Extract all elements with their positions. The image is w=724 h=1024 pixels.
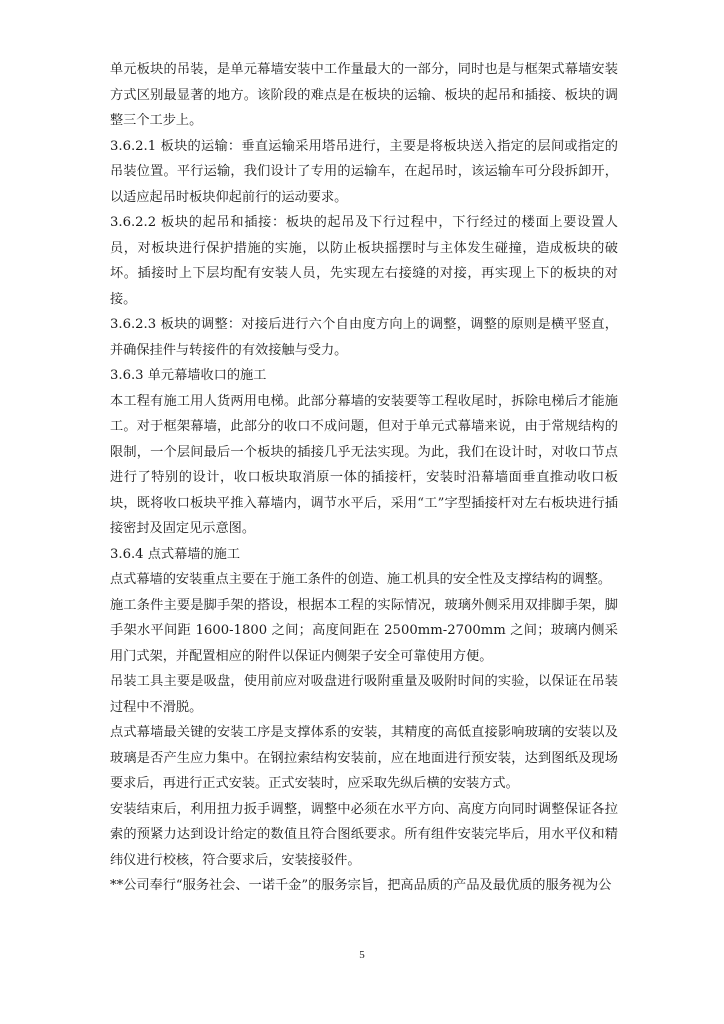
paragraph-closing-construction: 本工程有施工用人货两用电梯。此部分幕墙的安装要等工程收尾时，拆除电梯后才能施工。对于框架幕墙，此部分的收口不成问题，但对于单元式幕墙来说，由于常规结构的限制，一个层间最后一个板块的插接几乎无法实现。为此，我们在设计时，对收口节点进行了特别的设计，收口板块取消原一体的插接杆，安装时沿幕墙面垂直推动收口板块，既将收口板块平推入幕墙内，调节水平后，采用“工”字型插接杆对左右板块进行插接密封及固定见示意图。 — [110, 393, 618, 536]
paragraph-suction-cups: 吊装工具主要是吸盘，使用前应对吸盘进行吸附重量及吸附时间的实验，以保证在吊装过程中不滑脱。 — [110, 674, 618, 715]
paragraph-support-system: 点式幕墙最关键的安装工序是支撑体系的安装，其精度的高低直接影响玻璃的安装以及玻璃是否产生应力集中。在钢拉索结构安装前，应在地面进行预安装，达到图纸及现场要求后，再进行正式安装。正式安装时，应采取先纵后横的安装方式。 — [110, 725, 618, 791]
heading-3-6-3: 3.6.3 单元幕墙收口的施工 — [110, 368, 267, 383]
document-body — [110, 57, 618, 899]
paragraph-3-6-2-1-transport: 3.6.2.1 板块的运输：垂直运输采用塔吊进行，主要是将板块送入指定的层间或指定的吊装位置。平行运输，我们设计了专用的运输车，在起吊时，该运输车可分段拆卸开，以适应起吊时板块仰起前行的运动要求。 — [110, 138, 618, 205]
paragraph-scaffolding: 施工条件主要是脚手架的搭设，根据本工程的实际情况，玻璃外侧采用双排脚手架，脚手架水平间距 1600-1800 之间；高度间距在 2500mm-2700mm 之间；玻璃内侧采用门式架，并配置相应的附件以保证内侧架子安全可靠使用方便。 — [110, 597, 618, 664]
heading-3-6-4: 3.6.4 点式幕墙的施工 — [110, 546, 241, 562]
page-number: 5 — [359, 949, 365, 961]
paragraph-unit-panel-hoisting: 单元板块的吊装，是单元幕墙安装中工作量最大的一部分，同时也是与框架式幕墙安装方式区别最显著的地方。该阶段的难点是在板块的运输、板块的起吊和插接、板块的调整三个工步上。 — [110, 62, 618, 128]
paragraph-company-motto: **公司奉行“服务社会、一诺千金”的服务宗旨，把高品质的产品及最优质的服务视为公 — [110, 878, 612, 893]
paragraph-point-curtain-focus: 点式幕墙的安装重点主要在于施工条件的创造、施工机具的安全性及支撑结构的调整。 — [110, 572, 612, 587]
paragraph-3-6-2-3-adjustment: 3.6.2.3 板块的调整：对接后进行六个自由度方向上的调整，调整的原则是横平竖直，并确保挂件与转接件的有效接触与受力。 — [110, 317, 618, 358]
paragraph-post-installation: 安装结束后，利用扭力扳手调整，调整中必须在水平方向、高度方向同时调整保证各拉索的预紧力达到设计给定的数值且符合图纸要求。所有组件安装完毕后，用水平仪和精纬仪进行校核，符合要求后，安装接驳件。 — [110, 801, 618, 868]
paragraph-3-6-2-2-lifting: 3.6.2.2 板块的起吊和插接：板块的起吊及下行过程中，下行经过的楼面上要设置人员，对板块进行保护措施的实施，以防止板块摇摆时与主体发生碰撞，造成板块的破坏。插接时上下层均配有安装人员，先实现左右接缝的对接，再实现上下的板块的对接。 — [110, 215, 618, 307]
